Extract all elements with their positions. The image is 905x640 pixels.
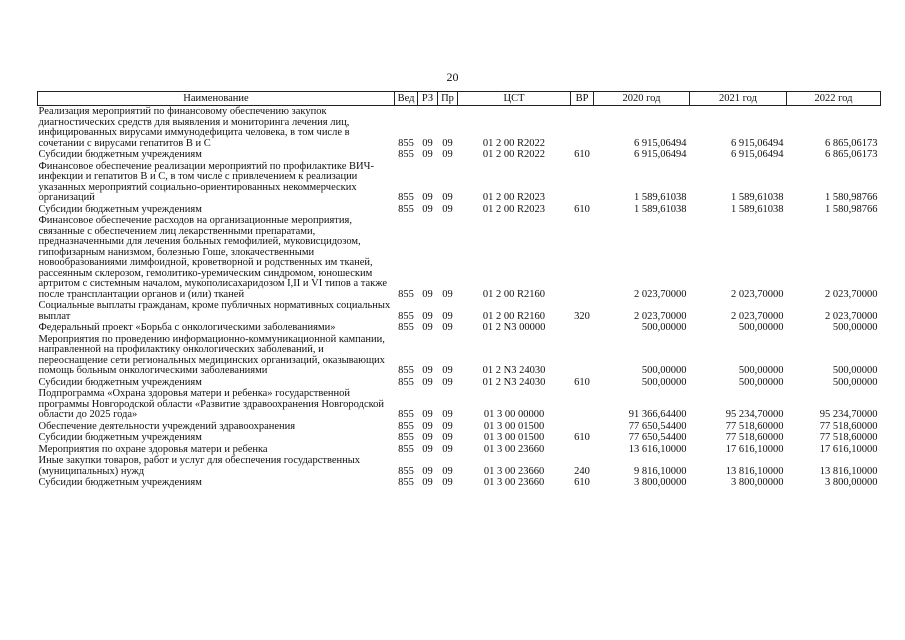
row-value-2020: 2 023,70000	[634, 288, 687, 300]
row-cst: 01 3 00 01500	[483, 432, 545, 443]
row-vr	[571, 161, 594, 204]
row-value-2020: 77 650,54400	[628, 420, 687, 432]
row-rz: 09	[422, 365, 433, 376]
row-name: Финансовое обеспечение расходов на организационные мероприятия, связанные с обеспечением лиц лекарственными препаратами, предназначенными для лечения больных гемофилией, муковисцидозом, гипофизарным нанизмом, болезнью Гоше, злокачественными новообразованиями лимфоидной, кроветворной и родственных им тканей, рассеянным склерозом, гемолитико-уремическим синдромом, юношеским артритом с системным началом, мукополисахаридозом I,II и VI типов а также после трансплантации органов и (или) тканей	[38, 215, 388, 300]
row-ved: 855	[398, 365, 414, 376]
row-name: Иные закупки товаров, работ и услуг для обеспечения государственных (муниципальных) нужд	[38, 455, 361, 477]
row-cst: 01 2 N3 24030	[482, 376, 546, 388]
row-cst: 01 2 00 R2160	[482, 288, 546, 300]
row-name: Субсидии бюджетным учреждениям	[38, 203, 202, 215]
row-vr	[571, 215, 594, 300]
row-value-2022: 1 580,98766	[825, 192, 878, 203]
row-pr: 09	[442, 149, 453, 160]
row-value-2020: 1 589,61038	[634, 192, 687, 203]
row-vr	[571, 334, 594, 377]
row-value-2021: 1 589,61038	[731, 203, 784, 215]
row-value-2022: 13 816,10000	[819, 465, 878, 477]
header-rz: РЗ	[418, 92, 438, 106]
row-name: Реализация мероприятий по финансовому обеспечению закупок диагностических средств для выявления и мониторинга лечения лиц, инфицированных вирусами иммунодефицита человека, в том числе в сочетании с вирусами гепатитов В и С	[38, 106, 350, 149]
row-rz: 09	[422, 322, 433, 333]
row-value-2020: 6 915,06494	[634, 137, 687, 149]
header-ved: Вед	[395, 92, 418, 106]
row-cst: 01 2 N3 00000	[482, 322, 546, 333]
row-value-2022: 3 800,00000	[825, 477, 878, 488]
row-rz: 09	[422, 149, 433, 160]
row-rz: 09	[422, 465, 433, 477]
row-value-2021: 13 816,10000	[725, 465, 784, 477]
table-row	[38, 322, 881, 334]
table-row	[38, 388, 881, 421]
row-vr: 610	[574, 203, 590, 215]
row-value-2022: 1 580,98766	[825, 203, 878, 215]
row-name: Мероприятия по проведению информационно-коммуникационной кампании, направленной на профилактику онкологических заболеваний, и переоснащение сети региональных медицинских организаций, оказывающих помощь больным онкологическими заболеваниями	[38, 333, 385, 376]
row-value-2020: 9 816,10000	[634, 465, 687, 477]
row-rz: 09	[422, 192, 433, 203]
table-row	[38, 477, 881, 489]
row-name: Социальные выплаты гражданам, кроме публичных нормативных социальных выплат	[38, 300, 391, 322]
row-name: Субсидии бюджетным учреждениям	[38, 149, 202, 160]
row-pr: 09	[442, 322, 453, 333]
row-cst: 01 2 00 R2022	[482, 137, 546, 149]
row-rz: 09	[422, 432, 433, 443]
row-ved: 855	[398, 465, 414, 477]
row-value-2021: 2 023,70000	[731, 310, 784, 322]
row-value-2021: 500,00000	[738, 322, 784, 333]
row-name: Федеральный проект «Борьба с онкологическими заболеваниями»	[38, 322, 336, 333]
row-pr: 09	[442, 477, 453, 488]
table-header-row	[38, 92, 881, 106]
row-value-2022: 6 865,06173	[825, 149, 878, 160]
row-rz: 09	[422, 288, 433, 300]
row-value-2021: 500,00000	[738, 376, 784, 388]
row-pr: 09	[442, 310, 453, 322]
row-value-2022: 6 865,06173	[825, 137, 878, 149]
table-row	[38, 215, 881, 300]
row-value-2021: 77 518,60000	[725, 432, 784, 443]
row-value-2021: 17 616,10000	[725, 443, 784, 455]
row-pr: 09	[442, 365, 453, 376]
row-value-2020: 2 023,70000	[634, 310, 687, 322]
row-vr	[571, 322, 594, 334]
row-cst: 01 3 00 23660	[483, 477, 545, 488]
row-rz: 09	[422, 310, 433, 322]
row-value-2022: 2 023,70000	[825, 310, 878, 322]
table-row	[38, 455, 881, 477]
row-rz: 09	[422, 203, 433, 215]
row-vr: 610	[574, 477, 590, 488]
table-row	[38, 377, 881, 389]
row-value-2022: 2 023,70000	[825, 288, 878, 300]
header-pr: Пр	[438, 92, 458, 106]
row-value-2020: 500,00000	[641, 322, 687, 333]
row-value-2021: 6 915,06494	[731, 149, 784, 160]
budget-table	[37, 91, 881, 489]
row-pr: 09	[442, 376, 453, 388]
row-value-2021: 500,00000	[738, 365, 784, 376]
row-name: Подпрограмма «Охрана здоровья матери и ребенка» государственной программы Новгородской области «Развитие здравоохранения Новгородской области до 2025 года»	[38, 388, 385, 420]
table-row	[38, 300, 881, 322]
row-cst: 01 2 00 R2023	[482, 203, 546, 215]
row-rz: 09	[422, 376, 433, 388]
row-value-2022: 77 518,60000	[819, 420, 878, 432]
row-value-2021: 2 023,70000	[731, 288, 784, 300]
row-value-2020: 500,00000	[641, 365, 687, 376]
row-ved: 855	[398, 409, 414, 420]
row-value-2022: 500,00000	[832, 322, 878, 333]
row-vr	[571, 106, 594, 150]
row-vr	[571, 421, 594, 433]
row-value-2021: 1 589,61038	[731, 192, 784, 203]
row-ved: 855	[398, 443, 414, 455]
row-rz: 09	[422, 409, 433, 420]
header-2020: 2020 год	[594, 92, 690, 106]
row-pr: 09	[442, 192, 453, 203]
row-pr: 09	[442, 409, 453, 420]
row-value-2021: 77 518,60000	[725, 420, 784, 432]
table-row	[38, 334, 881, 377]
row-cst: 01 3 00 23660	[483, 465, 545, 477]
row-value-2022: 95 234,70000	[819, 409, 878, 420]
row-vr	[571, 444, 594, 456]
row-ved: 855	[398, 192, 414, 203]
row-name: Мероприятия по охране здоровья матери и ребенка	[38, 443, 268, 455]
row-ved: 855	[398, 432, 414, 443]
row-vr: 610	[574, 376, 590, 388]
row-value-2020: 1 589,61038	[634, 203, 687, 215]
row-ved: 855	[398, 288, 414, 300]
row-value-2021: 95 234,70000	[725, 409, 784, 420]
row-name: Субсидии бюджетным учреждениям	[38, 376, 202, 388]
row-ved: 855	[398, 137, 414, 149]
row-ved: 855	[398, 203, 414, 215]
row-ved: 855	[398, 310, 414, 322]
row-cst: 01 3 00 23660	[483, 443, 545, 455]
row-vr: 610	[574, 432, 590, 443]
row-cst: 01 2 00 R2023	[482, 192, 546, 203]
row-value-2020: 6 915,06494	[634, 149, 687, 160]
table-row	[38, 421, 881, 433]
header-2021: 2021 год	[690, 92, 787, 106]
row-name: Обеспечение деятельности учреждений здравоохранения	[38, 420, 296, 432]
row-cst: 01 2 00 R2022	[482, 149, 546, 160]
row-value-2022: 500,00000	[832, 365, 878, 376]
row-value-2021: 3 800,00000	[731, 477, 784, 488]
page-number: 20	[446, 70, 459, 84]
row-ved: 855	[398, 477, 414, 488]
row-vr	[571, 388, 594, 421]
table-row	[38, 161, 881, 204]
row-value-2020: 91 366,64400	[628, 409, 687, 420]
header-name: Наименование	[38, 92, 395, 106]
table-row	[38, 149, 881, 161]
row-value-2020: 500,00000	[641, 376, 687, 388]
row-vr: 240	[574, 465, 590, 477]
row-rz: 09	[422, 477, 433, 488]
row-ved: 855	[398, 420, 414, 432]
row-pr: 09	[442, 443, 453, 455]
row-ved: 855	[398, 149, 414, 160]
header-2022: 2022 год	[787, 92, 881, 106]
row-cst: 01 2 00 R2160	[482, 310, 546, 322]
row-rz: 09	[422, 443, 433, 455]
row-pr: 09	[442, 137, 453, 149]
header-vr: ВР	[571, 92, 594, 106]
row-pr: 09	[442, 288, 453, 300]
row-name: Субсидии бюджетным учреждениям	[38, 477, 202, 488]
row-pr: 09	[442, 420, 453, 432]
row-rz: 09	[422, 420, 433, 432]
row-value-2020: 3 800,00000	[634, 477, 687, 488]
row-value-2020: 13 616,10000	[628, 443, 687, 455]
row-rz: 09	[422, 137, 433, 149]
table-row	[38, 444, 881, 456]
row-name: Субсидии бюджетным учреждениям	[38, 432, 202, 443]
row-value-2021: 6 915,06494	[731, 137, 784, 149]
row-value-2022: 500,00000	[832, 376, 878, 388]
row-value-2022: 17 616,10000	[819, 443, 878, 455]
header-cst: ЦСТ	[458, 92, 571, 106]
row-cst: 01 3 00 01500	[483, 420, 545, 432]
row-value-2022: 77 518,60000	[819, 432, 878, 443]
row-vr: 610	[574, 149, 590, 160]
row-value-2020: 77 650,54400	[628, 432, 687, 443]
row-pr: 09	[442, 465, 453, 477]
row-ved: 855	[398, 322, 414, 333]
table-row	[38, 106, 881, 150]
row-cst: 01 2 N3 24030	[482, 365, 546, 376]
row-pr: 09	[442, 432, 453, 443]
row-pr: 09	[442, 203, 453, 215]
row-name: Финансовое обеспечение реализации мероприятий по профилактике ВИЧ-инфекции и гепатитов В и С, в том числе с привлечением к реализации указанных мероприятий социально-ориентированных некоммерческих организаций	[38, 160, 374, 203]
row-vr: 320	[574, 310, 590, 322]
row-cst: 01 3 00 00000	[483, 409, 545, 420]
table-row	[38, 432, 881, 444]
row-ved: 855	[398, 376, 414, 388]
table-row	[38, 204, 881, 216]
